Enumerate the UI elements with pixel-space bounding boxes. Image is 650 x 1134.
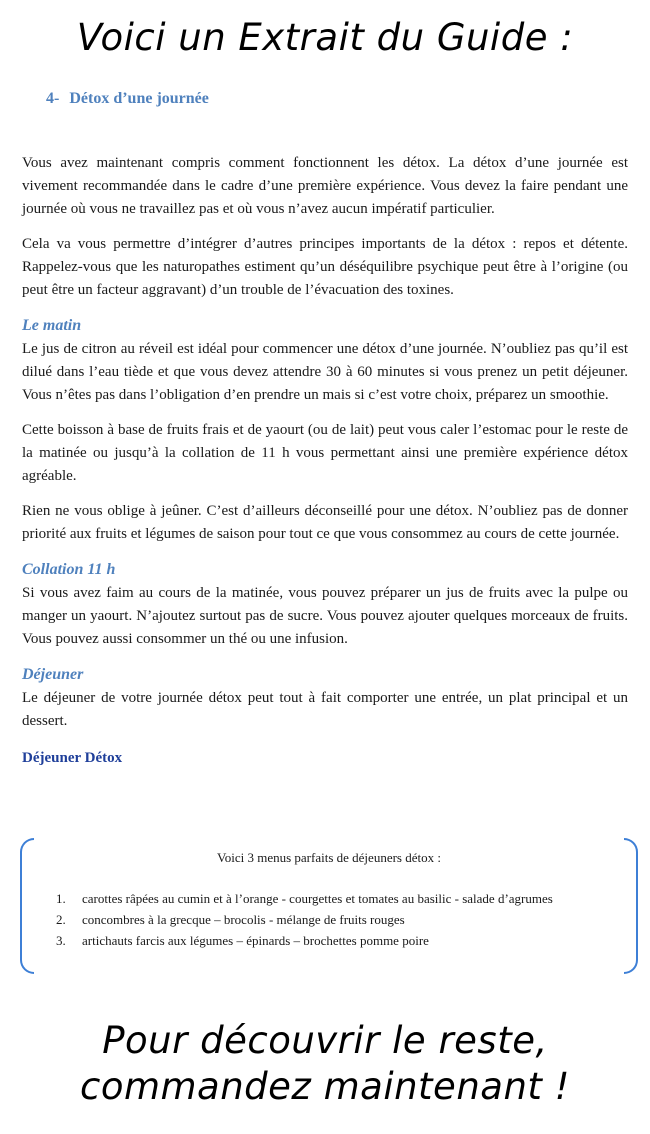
paragraph-matin-2: Cette boisson à base de fruits frais et de yaourt (ou de lait) peut vous caler l’estomac pour le reste de la matinée ou jusqu’à la collation de 11 h vous permettant ainsi une première expérience détox agréable. <box>22 422 628 484</box>
subheading-dejeuner-detox: Déjeuner Détox <box>22 750 123 766</box>
list-item-text: concombres à la grecque – brocolis - mélange de fruits rouges <box>82 912 405 927</box>
list-item-text: artichauts farcis aux légumes – épinards – brochettes pomme poire <box>82 933 429 948</box>
paragraph-matin-1: Le jus de citron au réveil est idéal pour commencer une détox d’une journée. N’oubliez pas qu’il est dilué dans l’eau tiède et que vous devez attendre 30 à 60 minutes si vous prenez un petit déjeuner. Vous n’êtes pas dans l’obligation d’en prendre un mais si c’est votre choix, préparez un smoothie. <box>22 341 628 403</box>
list-item-index: 3. <box>56 933 66 948</box>
subheading-matin: Le matin <box>22 317 82 334</box>
spacer <box>22 114 628 152</box>
banner-bottom-cta <box>0 1018 650 1110</box>
paragraph-matin-3: Rien ne vous oblige à jeûner. C’est d’ailleurs déconseillé pour une détox. N’oubliez pas de donner priorité aux fruits et légumes de saison pour tout ce que vous consommez au cours de cette journée. <box>22 503 628 542</box>
list-item <box>56 888 553 909</box>
document-extract <box>22 84 628 769</box>
subheading-collation: Collation 11 h <box>22 561 116 578</box>
section-title: Détox d’une journée <box>69 90 209 107</box>
paragraph-dejeuner: Le déjeuner de votre journée détox peut tout à fait comporter une entrée, un plat principal et un dessert. <box>22 690 628 729</box>
list-item-index: 1. <box>56 891 66 906</box>
menu-list <box>56 888 553 951</box>
list-item <box>56 930 553 951</box>
subheading-dejeuner: Déjeuner <box>22 666 84 683</box>
banner-top-title: Voici un Extrait du Guide : <box>76 16 574 59</box>
list-item-text: carottes râpées au cumin et à l’orange - courgettes et tomates au basilic - salade d’agrumes <box>82 891 553 906</box>
paragraph-intro: Vous avez maintenant compris comment fonctionnent les détox. La détox d’une journée est vivement recommandée dans le cadre d’une première expérience. Vous devez la faire pendant une journée où vous ne travaillez pas et où vous n’avez aucun impératif particulier. <box>22 155 628 217</box>
paragraph-collation: Si vous avez faim au cours de la matinée, vous pouvez préparer un jus de fruits avec la pulpe ou manger un yaourt. N’ajoutez surtout pas de sucre. Vous pouvez ajouter quelques morceaux de fruits. Vous pouvez aussi consommer un thé ou une infusion. <box>22 585 628 647</box>
menu-box <box>18 838 640 976</box>
list-item <box>56 909 553 930</box>
menu-box-intro: Voici 3 menus parfaits de déjeuners détox : <box>217 850 441 865</box>
paragraph-principles: Cela va vous permettre d’intégrer d’autres principes importants de la détox : repos et détente. Rappelez-vous que les naturopathes estiment qu’un déséquilibre psychique peut être à l’origine (ou peut être un facteur aggravant) d’un trouble de l’évacuation des toxines. <box>22 236 628 298</box>
list-item-index: 2. <box>56 912 66 927</box>
section-heading <box>46 84 628 114</box>
banner-bottom-line-2: commandez maintenant ! <box>79 1065 570 1108</box>
section-number: 4- <box>46 90 60 107</box>
banner-bottom-line-1: Pour découvrir le reste, <box>102 1019 548 1062</box>
